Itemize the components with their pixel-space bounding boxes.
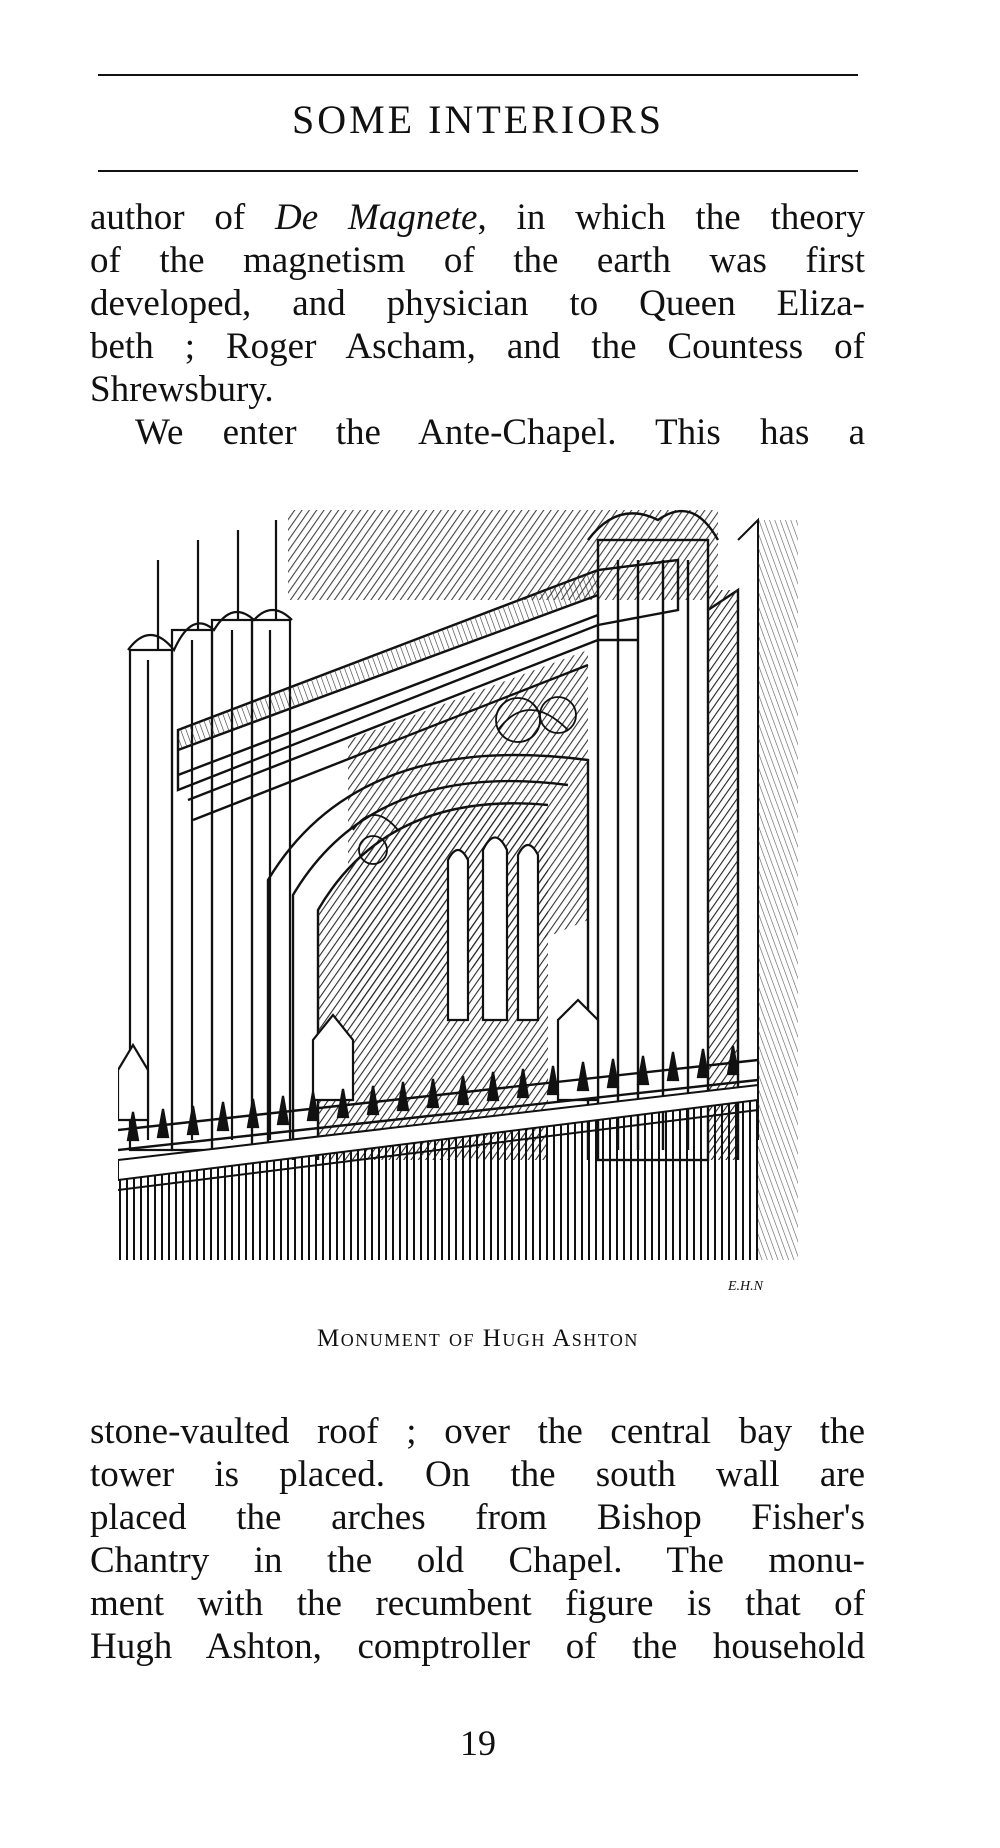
text-fragment: author of: [90, 197, 276, 238]
text-line: We enter the Ante-Chapel. This has a: [135, 412, 865, 453]
text-line: placed the arches from Bishop Fisher's: [90, 1497, 865, 1538]
book-title-italic: De Magnete: [275, 197, 478, 238]
text-line: [90, 196, 865, 239]
header-rule-top: [98, 74, 858, 76]
text-line: Chantry in the old Chapel. The monu-: [90, 1540, 865, 1581]
artist-signature: E.H.N: [728, 1279, 763, 1294]
text-line: Shrewsbury.: [90, 369, 274, 410]
running-head: SOME INTERIORS: [291, 97, 665, 142]
text-line: tower is placed. On the south wall are: [90, 1454, 865, 1495]
text-line: developed, and physician to Queen Eliza-: [90, 283, 865, 324]
lower-paragraph: [90, 1410, 865, 1668]
text-line: stone-vaulted roof ; over the central bay the: [90, 1411, 865, 1452]
figure-caption: Monument of Hugh Ashton: [317, 1325, 639, 1352]
text-line: ment with the recumbent figure is that of: [90, 1583, 865, 1624]
text-line: beth ; Roger Ascham, and the Countess of: [90, 326, 865, 367]
header-rule-bottom: [98, 170, 858, 172]
text-fragment: , in which the theory: [477, 197, 865, 238]
monument-drawing: [118, 500, 853, 1300]
page-number: 19: [460, 1723, 496, 1763]
text-line: Hugh Ashton, comptroller of the household: [90, 1626, 865, 1667]
monument-illustration: [118, 500, 853, 1300]
text-line: of the magnetism of the earth was first: [90, 240, 865, 281]
upper-paragraph: [90, 196, 865, 454]
